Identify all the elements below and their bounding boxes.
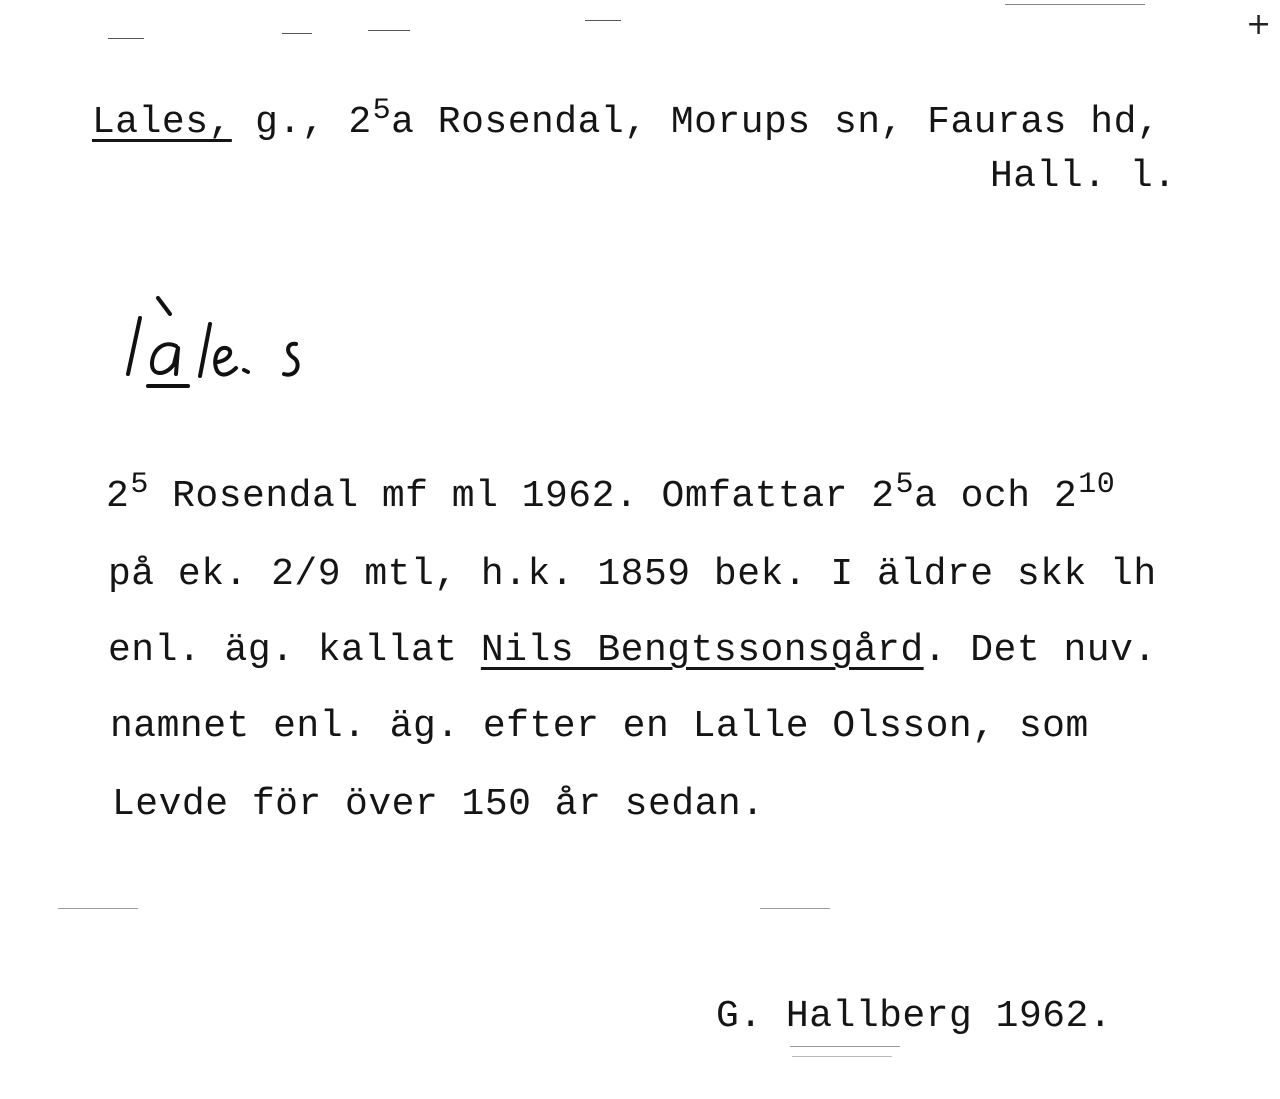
entry-header-text: g., 2	[231, 101, 372, 144]
signature: G. Hallberg 1962.	[716, 995, 1113, 1038]
entry-header-line-2: Hall. l.	[990, 155, 1177, 198]
superscript: 5	[895, 468, 915, 502]
handwritten-phonetic-transcription	[118, 288, 338, 398]
body-line-5: Levde för över 150 år sedan.	[112, 783, 765, 826]
scan-speck	[585, 20, 621, 21]
superscript: 10	[1078, 468, 1116, 502]
scan-speck	[790, 1046, 900, 1047]
body-line-4: namnet enl. äg. efter en Lalle Olsson, som	[110, 705, 1089, 748]
body-text: enl. äg. kallat	[108, 629, 481, 672]
body-text: Rosendal mf ml 1962. Omfattar 2	[148, 475, 895, 518]
scan-speck	[792, 1056, 892, 1057]
body-line-2: på ek. 2/9 mtl, h.k. 1859 bek. I äldre skk lh	[108, 553, 1157, 596]
body-text: . Det nuv.	[923, 629, 1157, 672]
superscript: 5	[130, 468, 149, 502]
scan-speck	[1005, 4, 1145, 5]
farm-name-underlined: Nils Bengtssonsgård	[480, 629, 924, 672]
corner-cross-mark: +	[1246, 7, 1272, 42]
body-text: 2	[106, 475, 130, 518]
body-text: a och 2	[914, 475, 1078, 518]
scan-speck	[368, 30, 410, 31]
scan-speck	[108, 38, 144, 39]
body-line-1	[106, 468, 1116, 518]
superscript: 5	[372, 94, 392, 128]
entry-name: Lales,	[92, 101, 232, 144]
scan-speck	[760, 908, 830, 909]
entry-header-line-1	[92, 94, 1161, 144]
scan-speck	[282, 33, 312, 34]
body-line-3	[108, 629, 1157, 672]
entry-header-text: a Rosendal, Morups sn, Fauras hd,	[391, 101, 1161, 144]
scan-speck	[58, 908, 138, 909]
